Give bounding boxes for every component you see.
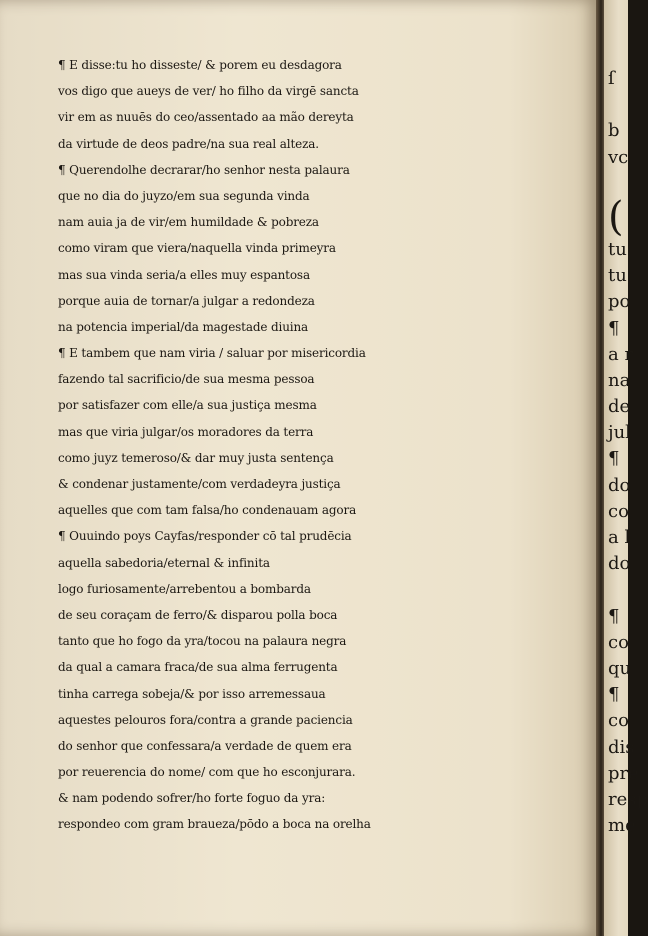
- text-line: da qual a camara fraca/de sua alma ferrugenta: [58, 660, 338, 675]
- text-line: ¶ Querendolhe decrarar/ho senhor nesta palaura: [58, 162, 350, 177]
- text-line: por satisfazer com elle/a sua justiça mesma: [58, 398, 317, 413]
- facing-page-line-fragment: do: [608, 553, 631, 575]
- text-line: aquelles que com tam falsa/ho condenauam agora: [58, 503, 357, 518]
- facing-page-line-fragment: pre: [608, 762, 639, 784]
- text-line: respondeo com gram braueza/pōdo a boca na orelha: [58, 817, 371, 832]
- text-line: fazendo tal sacrificio/de sua mesma pessoa: [58, 372, 315, 387]
- text-line: como juyz temeroso/& dar muy justa sentença: [58, 450, 334, 465]
- text-line: como viram que viera/naquella vinda primeyra: [58, 241, 336, 256]
- text-line: nam auia ja de vir/em humildade & pobreza: [58, 215, 319, 230]
- facing-page-line-fragment: jul: [608, 422, 631, 444]
- text-line: mas que viria julgar/os moradores da terra: [58, 424, 314, 439]
- facing-page-line-fragment: ſ: [608, 68, 615, 89]
- text-line: logo furiosamente/arrebentou a bombarda: [58, 581, 311, 596]
- facing-page-line-fragment: qu: [608, 657, 632, 679]
- text-line: & condenar justamente/com verdadeyra justiça: [58, 477, 341, 491]
- facing-page-line-fragment: resp: [608, 788, 648, 810]
- facing-page-line-fragment: po: [608, 291, 631, 313]
- facing-page-line-fragment: [608, 577, 648, 603]
- text-line: na potencia imperial/da magestade diuina: [58, 319, 309, 334]
- facing-page-line-fragment: [608, 92, 648, 118]
- facing-page-line-fragment: co: [608, 710, 629, 732]
- text-line: por reuerencia do nome/ com que ho esconjurara.: [58, 765, 356, 780]
- text-line: aquestes pelouros fora/contra a grande paciencia: [58, 712, 353, 727]
- text-line: tinha carrega sobeja/& por isso arremessaua: [58, 686, 326, 701]
- text-line: tanto que ho fogo da yra/tocou na palaura negra: [58, 634, 347, 649]
- facing-page-line-fragment: ¶: [608, 684, 620, 706]
- text-line: de seu coraçam de ferro/& disparou polla boca: [58, 607, 338, 622]
- text-line: vos digo que aueys de ver/ ho filho da virgē sancta: [58, 84, 359, 99]
- text-line: vir em as nuuēs do ceo/assentado aa mão dereyta: [58, 110, 354, 125]
- facing-page-line-fragment: co: [608, 631, 629, 653]
- text-line: do senhor que confessara/a verdade de quem era: [58, 738, 352, 753]
- facing-page-line-fragment: me: [608, 815, 636, 837]
- facing-page-line-fragment: ¶: [608, 448, 620, 470]
- facing-page-line-fragment: tu: [608, 238, 627, 260]
- text-line: da virtude de deos padre/na sua real alteza.: [58, 136, 319, 151]
- facing-page-line-fragment: (: [608, 193, 624, 240]
- facing-page-line-fragment: tu: [608, 265, 627, 287]
- facing-page-line-fragment: vc: [608, 146, 629, 168]
- text-line: aquella sabedoria/eternal & infinita: [58, 555, 270, 570]
- facing-page-line-fragment: a r: [608, 343, 634, 365]
- facing-page-text: [608, 66, 648, 839]
- facing-page-line-fragment: a l: [608, 527, 631, 548]
- text-line: que no dia do juyzo/em sua segunda vinda: [58, 188, 310, 203]
- facing-page-line-fragment: [608, 171, 648, 197]
- text-line: & nam podendo sofrer/ho forte foguo da yra:: [58, 791, 326, 806]
- text-line: porque auia de tornar/a julgar a redondeza: [58, 293, 315, 308]
- facing-page-line-fragment: ¶: [608, 317, 620, 339]
- facing-page-line-fragment: dis: [608, 736, 635, 758]
- facing-page-line-fragment: do: [608, 474, 631, 496]
- facing-page-line-fragment: de: [608, 396, 631, 418]
- verse-text-block: [58, 52, 598, 838]
- facing-page-line-fragment: ¶: [608, 605, 620, 627]
- facing-page-line-fragment: na: [608, 369, 631, 391]
- facing-page-edge: [604, 0, 648, 936]
- text-line: ¶ E disse:tu ho disseste/ & porem eu desdagora: [58, 58, 342, 72]
- facing-page-line-fragment: b: [608, 120, 620, 142]
- text-line: ¶ E tambem que nam viria / saluar por misericordia: [58, 346, 366, 361]
- text-line: ¶ Ouuindo poys Cayfas/responder cō tal prudēcia: [58, 529, 352, 544]
- text-line: mas sua vinda seria/a elles muy espantosa: [58, 267, 310, 282]
- facing-page-line-fragment: co: [608, 500, 629, 522]
